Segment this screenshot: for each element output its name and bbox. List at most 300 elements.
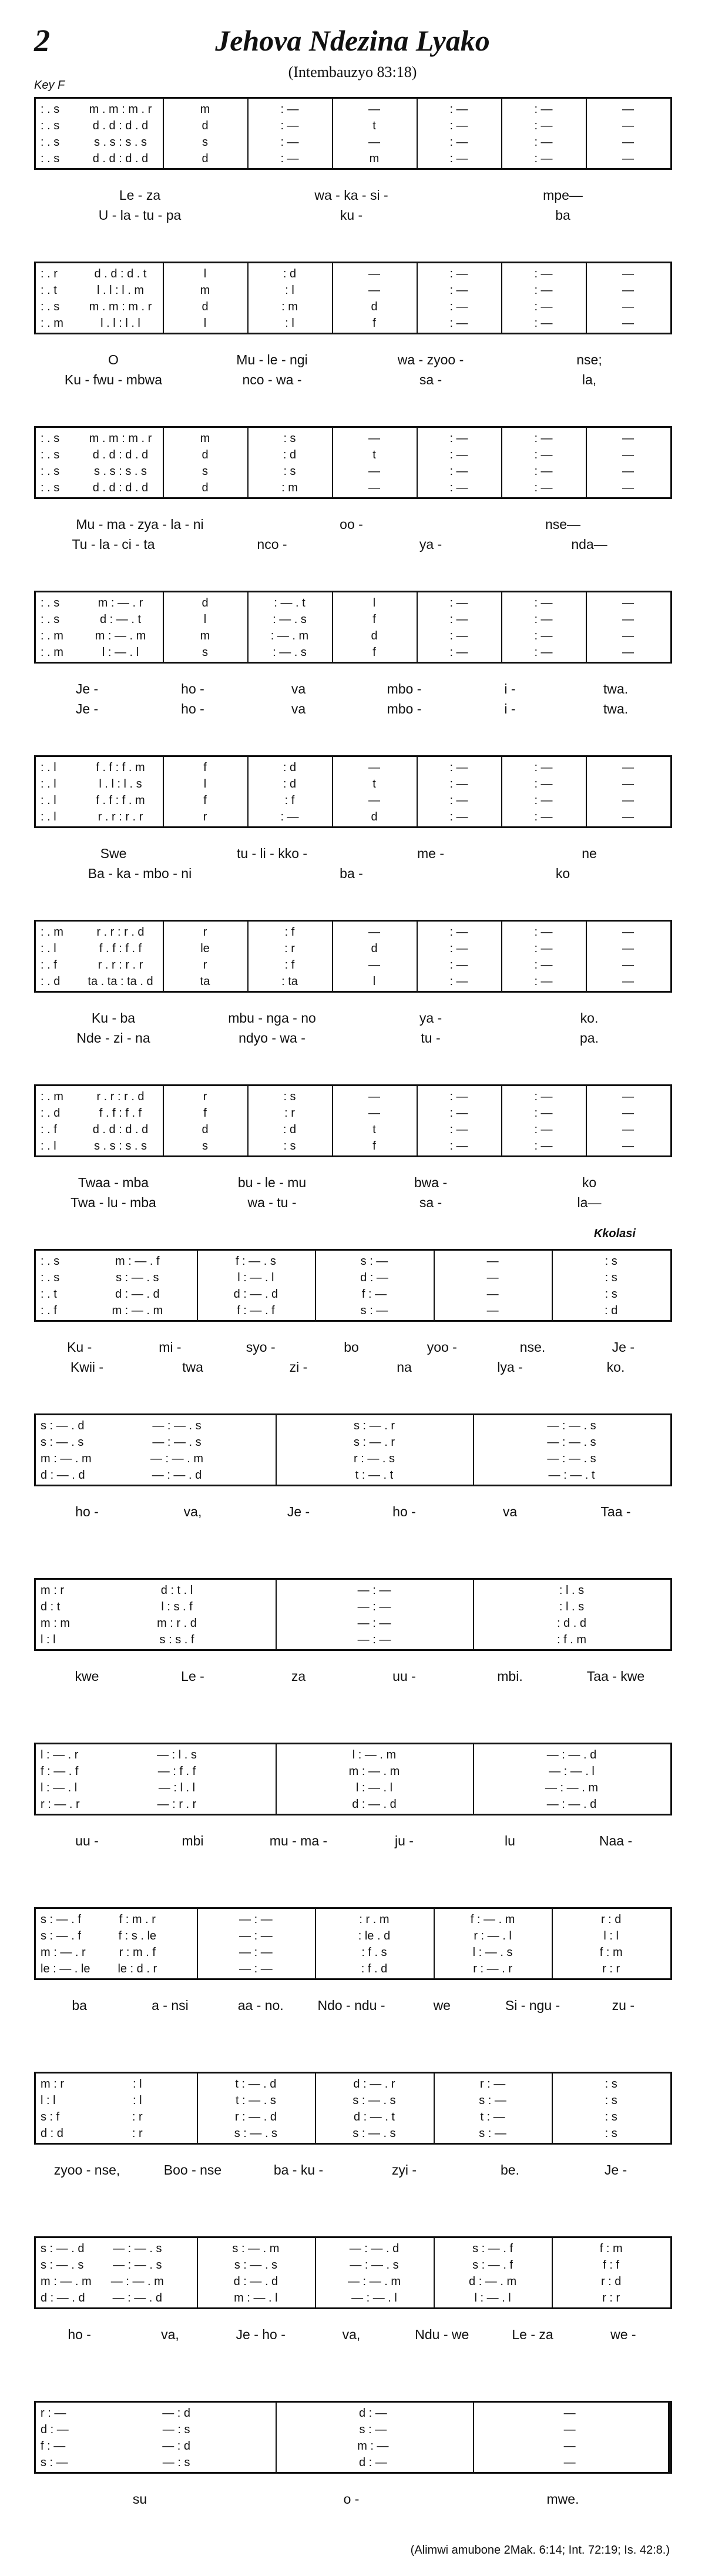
note-cell: — bbox=[622, 810, 634, 823]
note-cell: — bbox=[563, 2406, 576, 2420]
note-cell: — bbox=[622, 102, 634, 116]
note-cell: — : s bbox=[162, 2423, 190, 2436]
note-cell: — : — . s bbox=[547, 1435, 596, 1449]
note-cell: m : — . r bbox=[98, 596, 143, 609]
note-cell: — bbox=[622, 1106, 634, 1120]
lyric-syllable: mpe— bbox=[543, 187, 583, 203]
note-cell: d : t . l bbox=[160, 1583, 193, 1597]
lyric-syllable: oo - bbox=[340, 516, 363, 532]
note-cell: s : — . d bbox=[41, 2242, 85, 2255]
note-cell: — bbox=[368, 1106, 380, 1120]
note-cell: m . m : m . r bbox=[89, 300, 152, 313]
lyric-line bbox=[34, 514, 672, 534]
note-cell: : . t bbox=[41, 1287, 57, 1301]
note-cell: r : r bbox=[602, 2291, 620, 2304]
note-cell: s : — . r bbox=[354, 1435, 395, 1449]
note-cell: f : — bbox=[41, 2439, 66, 2453]
note-cell: f bbox=[203, 793, 207, 807]
note-cell: : . s bbox=[41, 448, 60, 461]
note-cell: d : — . d bbox=[352, 1797, 397, 1811]
note-cell: — : — bbox=[357, 1616, 391, 1630]
note-cell: : — . t bbox=[274, 596, 306, 609]
voice-row bbox=[36, 596, 670, 610]
note-cell: — bbox=[486, 1287, 499, 1301]
note-cell: — bbox=[622, 119, 634, 132]
lyric-syllable: mi - bbox=[159, 1339, 182, 1355]
note-cell: : s bbox=[283, 1090, 296, 1103]
note-cell: l : l bbox=[41, 1633, 56, 1646]
note-cell: — bbox=[368, 481, 380, 494]
note-cell: l bbox=[372, 974, 376, 988]
lyric-syllable: pa. bbox=[580, 1030, 599, 1046]
note-cell: — bbox=[622, 596, 634, 609]
lyric-syllable: ne bbox=[582, 845, 597, 861]
note-cell: m : m bbox=[41, 1616, 70, 1630]
voice-row bbox=[36, 1090, 670, 1104]
note-cell: s : — bbox=[479, 2093, 506, 2107]
note-cell: m : — . m bbox=[95, 629, 146, 642]
note-cell: ta . ta : ta . d bbox=[88, 974, 153, 988]
note-cell: f : — . f bbox=[41, 1764, 79, 1778]
note-cell: r bbox=[203, 958, 207, 972]
note-cell: : — bbox=[449, 612, 468, 626]
lyric-line bbox=[34, 370, 672, 390]
voice-row bbox=[36, 2258, 670, 2272]
lyric-syllable: Ndo - ndu - bbox=[317, 1997, 385, 2013]
note-cell: d : — . d bbox=[41, 2291, 85, 2304]
note-cell: : d . d bbox=[556, 1616, 587, 1630]
note-cell: r : — . l bbox=[474, 1929, 512, 1942]
note-cell: — : — . d bbox=[546, 1797, 597, 1811]
note-cell: : l bbox=[285, 316, 294, 330]
lyric-line bbox=[34, 2489, 672, 2509]
note-cell: : . s bbox=[41, 596, 60, 609]
note-cell: r : r bbox=[602, 1962, 620, 1975]
note-cell: : . l bbox=[41, 1139, 56, 1153]
lyric-syllable: wa - zyoo - bbox=[397, 351, 464, 367]
lyric-syllable: tu - li - kko - bbox=[236, 845, 308, 861]
voice-row bbox=[36, 2291, 670, 2305]
note-cell: : — bbox=[449, 793, 468, 807]
note-cell: : — bbox=[534, 810, 553, 823]
note-cell: — : — . m bbox=[110, 2274, 164, 2288]
voice-row bbox=[36, 1139, 670, 1153]
note-cell: : ta bbox=[281, 974, 298, 988]
voice-row bbox=[36, 1435, 670, 1449]
note-cell: m bbox=[200, 283, 210, 297]
note-cell: s : — . f bbox=[41, 1929, 81, 1942]
lyric-line bbox=[34, 2160, 672, 2180]
lyric-syllable: va, bbox=[161, 2326, 179, 2342]
lyric-syllable: syo - bbox=[246, 1339, 276, 1355]
note-cell: m . m : m . r bbox=[89, 431, 152, 445]
note-cell: — : d bbox=[162, 2439, 191, 2453]
note-cell: — bbox=[622, 761, 634, 774]
note-cell: d : — bbox=[41, 2423, 69, 2436]
note-cell: r : d bbox=[600, 2274, 622, 2288]
note-cell: : — bbox=[449, 464, 468, 478]
voice-row bbox=[36, 316, 670, 330]
staff-box bbox=[34, 2236, 672, 2309]
staff-box bbox=[34, 2401, 672, 2474]
note-cell: — bbox=[368, 267, 380, 280]
note-cell: d : — bbox=[360, 1271, 388, 1284]
lyric-syllable: ko. bbox=[606, 1359, 625, 1375]
note-cell: l : — . l bbox=[41, 1781, 78, 1794]
lyric-syllable: la, bbox=[582, 371, 597, 387]
note-cell: s : — . s bbox=[41, 1435, 84, 1449]
note-cell: : . t bbox=[41, 283, 57, 297]
lyric-syllable: we bbox=[433, 1997, 451, 2013]
lyric-syllable: Je - bbox=[612, 1339, 634, 1355]
note-cell: l bbox=[203, 316, 207, 330]
lyric-syllable: we - bbox=[610, 2326, 636, 2342]
note-cell: : — bbox=[449, 777, 468, 790]
staff-box bbox=[34, 1084, 672, 1157]
note-cell: r : d bbox=[600, 1912, 622, 1926]
note-cell: : f bbox=[284, 793, 295, 807]
note-cell: — bbox=[622, 777, 634, 790]
lyric-syllable: Ku - bbox=[67, 1339, 92, 1355]
note-cell: : f . d bbox=[361, 1962, 388, 1975]
note-cell: l : — . l bbox=[237, 1271, 274, 1284]
music-system bbox=[34, 262, 672, 387]
note-cell: : . l bbox=[41, 777, 56, 790]
note-cell: d bbox=[371, 629, 378, 642]
note-cell: : — bbox=[534, 958, 553, 972]
note-cell: — bbox=[622, 958, 634, 972]
note-cell: ta bbox=[200, 974, 210, 988]
note-cell: f : — bbox=[361, 1287, 387, 1301]
note-cell: — bbox=[622, 300, 634, 313]
note-cell: d bbox=[371, 300, 378, 313]
note-cell: d : — . t bbox=[99, 612, 142, 626]
note-cell: — bbox=[622, 481, 634, 494]
lyric-syllable: Mu - ma - zya - la - ni bbox=[76, 516, 204, 532]
note-cell: — : — . s bbox=[113, 2258, 162, 2272]
note-cell: : — bbox=[449, 761, 468, 774]
note-cell: m : — . r bbox=[41, 1945, 86, 1959]
note-cell: : . s bbox=[41, 464, 60, 478]
lyric-syllable: ya - bbox=[419, 1010, 442, 1026]
lyric-syllable: mbi. bbox=[497, 1668, 523, 1684]
lyric-syllable: Je - bbox=[75, 701, 99, 716]
staff-box bbox=[34, 1249, 672, 1322]
note-cell: l . l : l . l bbox=[100, 316, 140, 330]
note-cell: — bbox=[368, 761, 380, 774]
note-cell: : — bbox=[449, 1090, 468, 1103]
lyric-syllable: twa. bbox=[603, 681, 629, 696]
note-cell: f bbox=[372, 612, 376, 626]
note-cell: — bbox=[622, 283, 634, 297]
note-cell: : r bbox=[132, 2110, 143, 2123]
note-cell: : . l bbox=[41, 942, 56, 955]
note-cell: : . l bbox=[41, 793, 56, 807]
note-cell: : — bbox=[449, 135, 468, 149]
note-cell: : . l bbox=[41, 810, 56, 823]
note-cell: m : r . d bbox=[157, 1616, 197, 1630]
voice-row bbox=[36, 974, 670, 989]
note-cell: d : — . d bbox=[233, 2274, 278, 2288]
note-cell: s : — bbox=[360, 1254, 388, 1268]
lyric-syllable: va, bbox=[183, 1503, 202, 1519]
music-system bbox=[34, 2072, 672, 2178]
lyric-syllable: tu - bbox=[421, 1030, 441, 1046]
voice-row bbox=[36, 629, 670, 643]
note-cell: : d bbox=[283, 777, 297, 790]
lyric-syllable: za bbox=[291, 1668, 306, 1684]
note-cell: l : — . l bbox=[355, 1781, 393, 1794]
note-cell: — bbox=[622, 942, 634, 955]
note-cell: : . m bbox=[41, 1090, 63, 1103]
music-system bbox=[34, 2236, 672, 2342]
lyric-line bbox=[34, 1192, 672, 1212]
note-cell: — : — bbox=[239, 1945, 273, 1959]
note-cell: s : s . f bbox=[159, 1633, 194, 1646]
lyric-line bbox=[34, 185, 672, 205]
note-cell: le bbox=[200, 942, 210, 955]
lyric-syllable: sa - bbox=[419, 1194, 442, 1210]
lyric-syllable: U - la - tu - pa bbox=[98, 207, 182, 223]
staff-box bbox=[34, 426, 672, 499]
note-cell: : — bbox=[534, 102, 553, 116]
lyric-syllable: mwe. bbox=[546, 2491, 579, 2507]
lyric-syllable: su bbox=[132, 2491, 147, 2507]
lyric-line bbox=[34, 1666, 672, 1686]
note-cell: : — bbox=[534, 629, 553, 642]
note-cell: d bbox=[202, 300, 209, 313]
note-cell: : . d bbox=[41, 1106, 61, 1120]
note-cell: — bbox=[368, 102, 380, 116]
note-cell: : — bbox=[534, 942, 553, 955]
note-cell: s : — . m bbox=[232, 2242, 280, 2255]
note-cell: r . r : r . d bbox=[96, 1090, 145, 1103]
note-cell: : s bbox=[283, 431, 296, 445]
note-cell: — : — bbox=[357, 1633, 391, 1646]
note-cell: s : — . s bbox=[41, 2258, 84, 2272]
note-cell: : — bbox=[449, 431, 468, 445]
note-cell: m : — bbox=[357, 2439, 389, 2453]
voice-row bbox=[36, 1254, 670, 1268]
note-cell: — : — . m bbox=[347, 2274, 401, 2288]
note-cell: l bbox=[203, 612, 207, 626]
note-cell: : l bbox=[133, 2093, 142, 2107]
lyric-syllable: ho - bbox=[181, 681, 204, 696]
note-cell: — bbox=[368, 793, 380, 807]
note-cell: : s bbox=[605, 1271, 617, 1284]
note-cell: : . s bbox=[41, 135, 60, 149]
note-cell: m : — . m bbox=[41, 1452, 92, 1465]
lyric-syllable: zu - bbox=[612, 1997, 634, 2013]
lyric-syllable: i - bbox=[504, 681, 516, 696]
music-system bbox=[34, 591, 672, 716]
note-cell: s : — bbox=[41, 2456, 68, 2469]
song-number: 2 bbox=[34, 23, 50, 58]
note-cell: — bbox=[622, 464, 634, 478]
note-cell: — bbox=[622, 267, 634, 280]
note-cell: : f . s bbox=[361, 1945, 387, 1959]
lyric-syllable: O bbox=[108, 351, 119, 367]
music-system bbox=[34, 1249, 672, 1375]
note-cell: s : — . f bbox=[472, 2258, 513, 2272]
note-cell: : . s bbox=[41, 1254, 60, 1268]
note-cell: : — bbox=[534, 152, 553, 165]
note-cell: : — bbox=[449, 152, 468, 165]
lyric-syllable: Le - za bbox=[119, 187, 161, 203]
note-cell: f : f bbox=[603, 2258, 620, 2272]
lyric-line bbox=[34, 1337, 672, 1357]
note-cell: d . d : d . t bbox=[94, 267, 147, 280]
lyric-syllable: Twa - lu - mba bbox=[70, 1194, 156, 1210]
note-cell: : — bbox=[534, 596, 553, 609]
note-cell: : . s bbox=[41, 481, 60, 494]
staff-box bbox=[34, 1578, 672, 1651]
lyric-syllable: zyoo - nse, bbox=[53, 2162, 120, 2178]
note-cell: t : — . s bbox=[235, 2093, 276, 2107]
note-cell: s : — bbox=[360, 1304, 388, 1317]
note-cell: f : m bbox=[599, 2242, 623, 2255]
lyric-syllable: va bbox=[502, 1503, 518, 1519]
note-cell: s . s : s . s bbox=[93, 1139, 147, 1153]
lyric-syllable: Ku - fwu - mbwa bbox=[64, 371, 163, 387]
note-cell: le : d . r bbox=[118, 1962, 157, 1975]
note-cell: : r bbox=[284, 1106, 295, 1120]
music-system bbox=[34, 1907, 672, 2013]
note-cell: d . d : d . d bbox=[92, 152, 149, 165]
voice-row bbox=[36, 1781, 670, 1795]
voice-row bbox=[36, 1748, 670, 1762]
note-cell: l bbox=[203, 267, 207, 280]
note-cell: : — bbox=[534, 1139, 553, 1153]
note-cell: : — bbox=[449, 645, 468, 659]
note-cell: f : — . f bbox=[237, 1304, 275, 1317]
voice-row bbox=[36, 1616, 670, 1630]
voice-row bbox=[36, 2093, 670, 2108]
note-cell: — : — . m bbox=[150, 1452, 203, 1465]
note-cell: : — bbox=[534, 464, 553, 478]
note-cell: r bbox=[203, 1090, 207, 1103]
note-cell: : — bbox=[534, 925, 553, 939]
note-cell: : s bbox=[605, 2126, 617, 2140]
note-cell: s : — . s bbox=[352, 2126, 396, 2140]
lyric-syllable: ko bbox=[555, 865, 570, 881]
voice-row bbox=[36, 2077, 670, 2091]
note-cell: — : — . l bbox=[549, 1764, 595, 1778]
note-cell: d . d : d . d bbox=[92, 119, 149, 132]
lyric-syllable: Tu - la - ci - ta bbox=[72, 536, 155, 552]
note-cell: m bbox=[200, 629, 210, 642]
voice-row bbox=[36, 942, 670, 956]
note-cell: d : t bbox=[41, 1600, 61, 1613]
note-cell: : — bbox=[534, 283, 553, 297]
lyric-syllable: ya - bbox=[419, 536, 442, 552]
note-cell: — : l . l bbox=[158, 1781, 196, 1794]
note-cell: — : — . l bbox=[351, 2291, 397, 2304]
lyric-line bbox=[34, 699, 672, 719]
lyric-syllable: Taa - kwe bbox=[586, 1668, 645, 1684]
note-cell: r . r : r . r bbox=[98, 810, 143, 823]
staff-box bbox=[34, 1743, 672, 1815]
note-cell: — : — bbox=[357, 1600, 391, 1613]
note-cell: : . s bbox=[41, 102, 60, 116]
lyric-syllable: ho - bbox=[75, 1503, 99, 1519]
note-cell: : — bbox=[280, 102, 299, 116]
note-cell: d . d : d . d bbox=[92, 481, 149, 494]
lyric-syllable: nda— bbox=[571, 536, 607, 552]
note-cell: — : l . s bbox=[157, 1748, 197, 1761]
note-cell: f . f : f . m bbox=[96, 761, 145, 774]
voice-row bbox=[36, 300, 670, 314]
note-cell: : . l bbox=[41, 761, 56, 774]
note-cell: le : — . le bbox=[41, 1962, 90, 1975]
note-cell: f . f : f . m bbox=[96, 793, 145, 807]
note-cell: d : — . m bbox=[469, 2274, 517, 2288]
staff-box bbox=[34, 591, 672, 664]
note-cell: r : — . r bbox=[41, 1797, 80, 1811]
lyric-syllable: Je - ho - bbox=[236, 2326, 286, 2342]
staff-box bbox=[34, 1413, 672, 1486]
note-cell: : — bbox=[534, 300, 553, 313]
note-cell: : f . m bbox=[557, 1633, 586, 1646]
note-cell: — bbox=[622, 974, 634, 988]
note-cell: : — bbox=[449, 1123, 468, 1136]
note-cell: t bbox=[372, 777, 376, 790]
voice-row bbox=[36, 777, 670, 791]
note-cell: d : d bbox=[41, 2126, 63, 2140]
note-cell: l : l bbox=[41, 2093, 56, 2107]
note-cell: — : — . d bbox=[112, 2291, 163, 2304]
note-cell: : s bbox=[605, 2110, 617, 2123]
lyric-line bbox=[34, 534, 672, 554]
note-cell: s : — bbox=[359, 2423, 387, 2436]
note-cell: s : — . s bbox=[234, 2258, 278, 2272]
note-cell: : r . m bbox=[359, 1912, 390, 1926]
lyric-syllable: Boo - nse bbox=[163, 2162, 222, 2178]
note-cell: : d bbox=[283, 1123, 297, 1136]
note-cell: m bbox=[200, 431, 210, 445]
note-cell: : — . s bbox=[273, 612, 307, 626]
note-cell: — : — . s bbox=[152, 1435, 202, 1449]
note-cell: : — bbox=[449, 316, 468, 330]
lyric-line bbox=[34, 1831, 672, 1851]
note-cell: t : — . d bbox=[235, 2077, 277, 2091]
lyric-syllable: nse; bbox=[576, 351, 602, 367]
note-cell: : — bbox=[449, 300, 468, 313]
staff-box bbox=[34, 920, 672, 993]
lyric-syllable: ho - bbox=[68, 2326, 91, 2342]
voice-row bbox=[36, 119, 670, 133]
note-cell: r : m . f bbox=[119, 1945, 156, 1959]
lyric-line bbox=[34, 205, 672, 225]
note-cell: : — bbox=[534, 1106, 553, 1120]
note-cell: : r bbox=[284, 942, 295, 955]
voice-row bbox=[36, 464, 670, 478]
note-cell: — : — . d bbox=[349, 2242, 400, 2255]
lyric-syllable: va, bbox=[342, 2326, 361, 2342]
staff-box bbox=[34, 755, 672, 828]
note-cell: m bbox=[200, 102, 210, 116]
voice-row bbox=[36, 2456, 668, 2470]
note-cell: l : s . f bbox=[161, 1600, 193, 1613]
note-cell: : . m bbox=[41, 645, 63, 659]
note-cell: : . s bbox=[41, 152, 60, 165]
note-cell: s bbox=[202, 645, 208, 659]
note-cell: m : — . m bbox=[112, 1304, 163, 1317]
note-cell: r : — bbox=[41, 2406, 66, 2420]
note-cell: : — bbox=[534, 316, 553, 330]
lyric-syllable: ba - ku - bbox=[273, 2162, 324, 2178]
voice-row bbox=[36, 2126, 670, 2140]
